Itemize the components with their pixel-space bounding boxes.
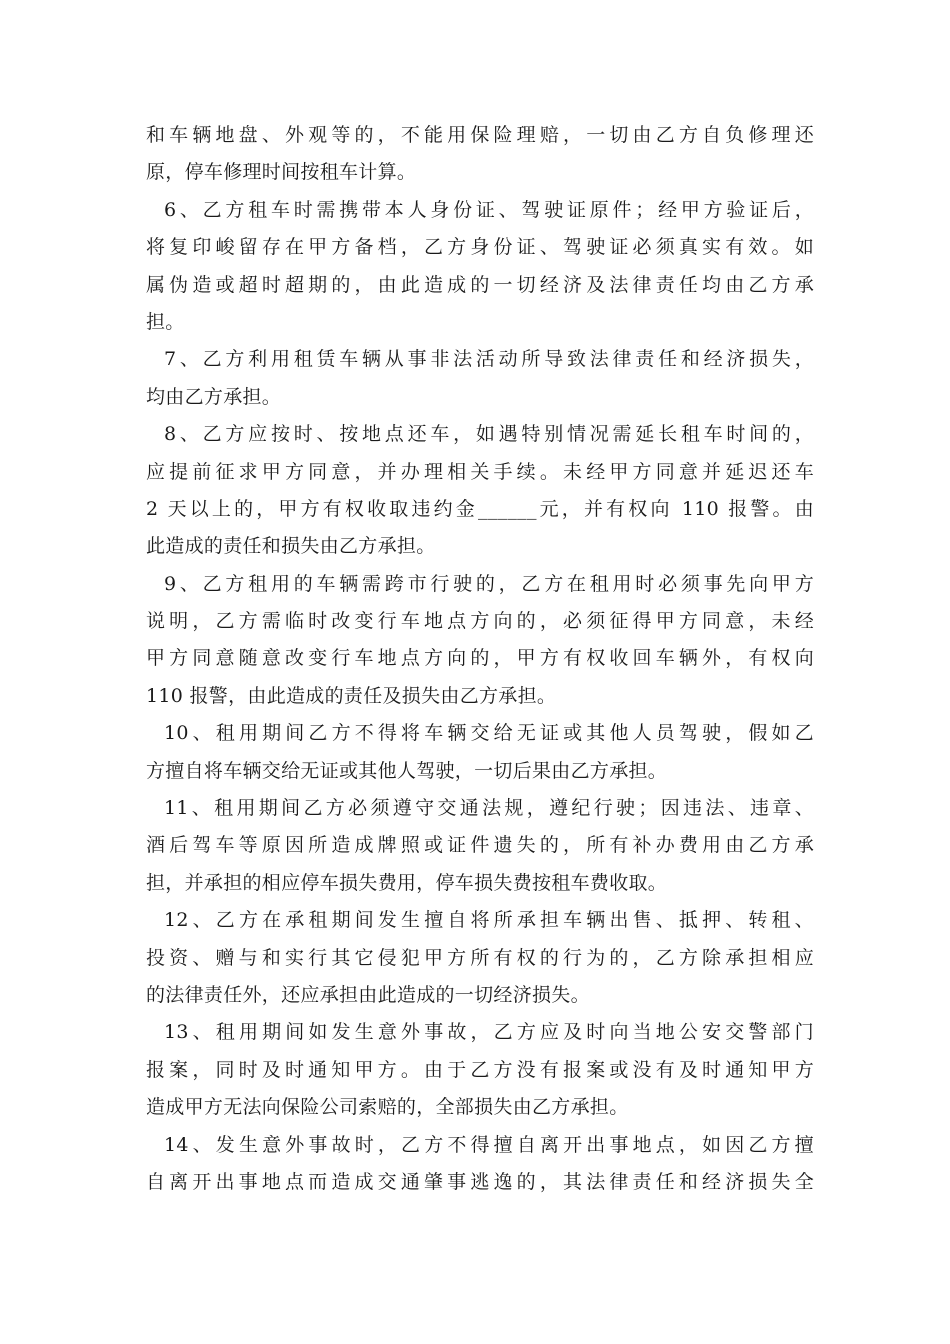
text-line: 说明，乙方需临时改变行车地点方向的，必须征得甲方同意，未经 bbox=[146, 610, 814, 633]
text-line: 7、乙方利用租赁车辆从事非法活动所导致法律责任和经济损失， bbox=[164, 348, 814, 371]
text-line: 9、乙方租用的车辆需跨市行驶的，乙方在租用时必须事先向甲方 bbox=[164, 572, 814, 595]
text-line: 10、租用期间乙方不得将车辆交给无证或其他人员驾驶，假如乙 bbox=[164, 722, 814, 745]
text-line: 报案，同时及时通知甲方。由于乙方没有报案或没有及时通知甲方 bbox=[146, 1058, 814, 1081]
paragraph bbox=[146, 902, 814, 1014]
text-line: 投资、赠与和实行其它侵犯甲方所有权的行为的，乙方除承担相应 bbox=[146, 946, 814, 969]
text-line: 110 报警，由此造成的责任及损失由乙方承担。 bbox=[146, 684, 557, 707]
text-line: 担，并承担的相应停车损失费用，停车损失费按租车费收取。 bbox=[146, 871, 668, 894]
text-line: 8、乙方应按时、按地点还车，如遇特别情况需延长租车时间的， bbox=[164, 423, 814, 446]
text-line: 的法律责任外，还应承担由此造成的一切经济损失。 bbox=[146, 983, 590, 1006]
text-line: 6、乙方租车时需携带本人身份证、驾驶证原件；经甲方验证后， bbox=[164, 198, 814, 221]
paragraph bbox=[146, 1127, 814, 1202]
text-line: 14、发生意外事故时，乙方不得擅自离开出事地点，如因乙方擅 bbox=[164, 1133, 814, 1156]
text-line: 甲方同意随意改变行车地点方向的，甲方有权收回车辆外，有权向 bbox=[146, 647, 814, 670]
text-line: 13、租用期间如发生意外事故，乙方应及时向当地公安交警部门 bbox=[164, 1021, 814, 1044]
paragraph bbox=[146, 715, 814, 790]
paragraph bbox=[146, 192, 814, 342]
text-line: 酒后驾车等原因所造成牌照或证件遗失的，所有补办费用由乙方承 bbox=[146, 834, 814, 857]
paragraph bbox=[146, 566, 814, 716]
paragraph bbox=[146, 117, 814, 192]
paragraph bbox=[146, 416, 814, 566]
paragraph bbox=[146, 790, 814, 902]
text-line: 将复印峻留存在甲方备档，乙方身份证、驾驶证必须真实有效。如 bbox=[146, 236, 814, 259]
text-line: 造成甲方无法向保险公司索赔的，全部损失由乙方承担。 bbox=[146, 1096, 629, 1119]
text-line: 原，停车修理时间按租车计算。 bbox=[146, 161, 417, 184]
text-line: 12、乙方在承租期间发生擅自将所承担车辆出售、抵押、转租、 bbox=[164, 909, 814, 932]
text-line: 2 天以上的，甲方有权收取违约金______元，并有权向 110 报警。由 bbox=[146, 497, 814, 520]
text-line: 11、租用期间乙方必须遵守交通法规，遵纪行驶；因违法、违章、 bbox=[164, 797, 814, 820]
text-line: 应提前征求甲方同意，并办理相关手续。未经甲方同意并延迟还车 bbox=[146, 460, 814, 483]
text-line: 均由乙方承担。 bbox=[146, 385, 282, 408]
document-body bbox=[146, 117, 814, 1201]
paragraph bbox=[146, 1014, 814, 1126]
text-line: 属伪造或超时超期的，由此造成的一切经济及法律责任均由乙方承 bbox=[146, 273, 814, 296]
text-line: 自离开出事地点而造成交通肇事逃逸的，其法律责任和经济损失全 bbox=[146, 1170, 814, 1193]
text-line: 和车辆地盘、外观等的，不能用保险理赔，一切由乙方自负修理还 bbox=[146, 124, 814, 146]
text-line: 方擅自将车辆交给无证或其他人驾驶，一切后果由乙方承担。 bbox=[146, 759, 668, 782]
text-line: 担。 bbox=[146, 310, 185, 333]
paragraph bbox=[146, 341, 814, 416]
text-line: 此造成的责任和损失由乙方承担。 bbox=[146, 535, 436, 558]
